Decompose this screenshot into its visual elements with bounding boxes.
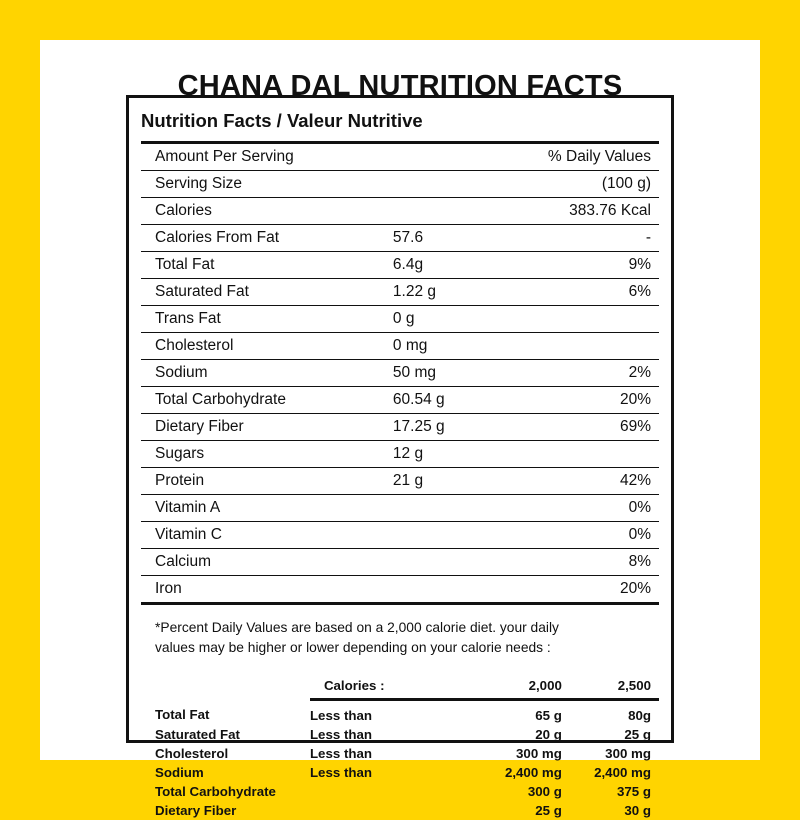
dv-row-qualifier: Less than (309, 727, 373, 742)
row-amount (393, 576, 527, 604)
dv-row-2500: 2,400 mg (594, 765, 651, 780)
dv-table-row (141, 725, 659, 744)
dv-row-label: Sodium (155, 765, 204, 780)
dv-table-row (141, 801, 659, 820)
row-amount (393, 549, 527, 576)
footnote-line-2: values may be higher or lower depending on your calorie needs : (155, 640, 551, 655)
dv-header-2500: 2,500 (562, 676, 659, 700)
dv-row-2000: 300 g (527, 784, 562, 799)
dv-row-label: Cholesterol (155, 746, 229, 761)
table-row (141, 360, 659, 387)
dv-row-2500: 30 g (624, 803, 651, 818)
table-row (141, 279, 659, 306)
row-amount: 0 mg (393, 333, 527, 360)
daily-values-reference-table (141, 676, 659, 820)
row-daily-value: 383.76 Kcal (527, 198, 659, 225)
table-row (141, 495, 659, 522)
row-daily-value: 8% (527, 549, 659, 576)
daily-value-footnote (155, 618, 653, 658)
row-daily-value: 0% (527, 495, 659, 522)
dv-table-row (141, 744, 659, 763)
dv-row-label: Total Fat (155, 707, 210, 723)
dv-row-qualifier: Less than (309, 765, 373, 780)
table-row (141, 522, 659, 549)
footnote-line-1: *Percent Daily Values are based on a 2,000 calorie diet. your daily (155, 620, 559, 635)
dv-table-row (141, 782, 659, 801)
table-row (141, 198, 659, 225)
row-daily-value: - (527, 225, 659, 252)
row-label: Sodium (141, 360, 393, 387)
dv-row-label: Dietary Fiber (155, 803, 237, 818)
row-amount (393, 171, 527, 198)
page-title: CHANA DAL NUTRITION FACTS (177, 70, 623, 102)
dv-row-qualifier: Less than (309, 746, 373, 761)
row-label: Vitamin C (141, 522, 393, 549)
table-row (141, 171, 659, 198)
dv-row-2000: 25 g (535, 803, 562, 818)
table-row (141, 144, 659, 171)
dv-header-calories: Calories : (310, 676, 453, 700)
panel-heading: Nutrition Facts / Valeur Nutritive (141, 110, 659, 144)
row-daily-value: 42% (527, 468, 659, 495)
dv-row-qualifier (310, 801, 453, 820)
row-label: Trans Fat (141, 306, 393, 333)
dv-header-2000: 2,000 (453, 676, 562, 700)
row-daily-value: 20% (527, 576, 659, 604)
row-amount (393, 522, 527, 549)
table-row (141, 225, 659, 252)
nutrition-facts-panel (126, 95, 674, 818)
row-label: Amount Per Serving (141, 144, 393, 171)
table-row (141, 576, 659, 604)
row-daily-value (527, 333, 659, 360)
row-daily-value: 0% (527, 522, 659, 549)
table-row (141, 549, 659, 576)
row-label: Calcium (141, 549, 393, 576)
row-amount: 21 g (393, 468, 527, 495)
dv-row-label: Saturated Fat (155, 727, 240, 742)
dv-row-2000: 300 mg (516, 746, 562, 761)
row-amount: 12 g (393, 441, 527, 468)
row-amount: 57.6 (393, 225, 527, 252)
dv-row-2500: 25 g (624, 727, 651, 742)
row-daily-value: 9% (527, 252, 659, 279)
dv-row-label: Total Carbohydrate (155, 784, 276, 799)
dv-row-2000: 20 g (535, 727, 562, 742)
label-page (40, 40, 760, 818)
row-amount (393, 198, 527, 225)
row-label: Total Fat (141, 252, 393, 279)
row-amount (393, 144, 527, 171)
table-row (141, 441, 659, 468)
row-amount: 60.54 g (393, 387, 527, 414)
row-label: Iron (141, 576, 393, 604)
dv-row-2000: 65 g (535, 708, 562, 723)
dv-row-qualifier (310, 782, 453, 801)
dv-table-row (141, 763, 659, 782)
row-label: Dietary Fiber (141, 414, 393, 441)
row-label: Sugars (141, 441, 393, 468)
dv-table-row (141, 700, 659, 726)
row-amount (393, 495, 527, 522)
row-label: Cholesterol (141, 333, 393, 360)
row-label: Total Carbohydrate (141, 387, 393, 414)
row-label: Calories (141, 198, 393, 225)
row-amount: 1.22 g (393, 279, 527, 306)
row-amount: 6.4g (393, 252, 527, 279)
table-row (141, 333, 659, 360)
dv-row-2500: 80g (628, 708, 651, 723)
table-row (141, 468, 659, 495)
dv-row-qualifier: Less than (309, 708, 373, 723)
dv-row-2500: 300 mg (605, 746, 651, 761)
table-row (141, 387, 659, 414)
row-label: Saturated Fat (141, 279, 393, 306)
row-label: Vitamin A (141, 495, 393, 522)
row-amount: 17.25 g (393, 414, 527, 441)
table-row (141, 252, 659, 279)
row-daily-value: % Daily Values (527, 144, 659, 171)
row-daily-value: (100 g) (527, 171, 659, 198)
table-row (141, 306, 659, 333)
dv-header-spacer (141, 676, 310, 700)
row-daily-value (527, 306, 659, 333)
row-daily-value (527, 441, 659, 468)
row-label: Protein (141, 468, 393, 495)
row-amount: 0 g (393, 306, 527, 333)
nutrition-table (141, 144, 659, 605)
row-amount: 50 mg (393, 360, 527, 387)
dv-row-2500: 375 g (616, 784, 651, 799)
dv-row-2000: 2,400 mg (504, 765, 562, 780)
row-daily-value: 6% (527, 279, 659, 306)
dv-header-row (141, 676, 659, 700)
table-row (141, 414, 659, 441)
row-label: Serving Size (141, 171, 393, 198)
row-daily-value: 2% (527, 360, 659, 387)
row-label: Calories From Fat (141, 225, 393, 252)
row-daily-value: 20% (527, 387, 659, 414)
row-daily-value: 69% (527, 414, 659, 441)
